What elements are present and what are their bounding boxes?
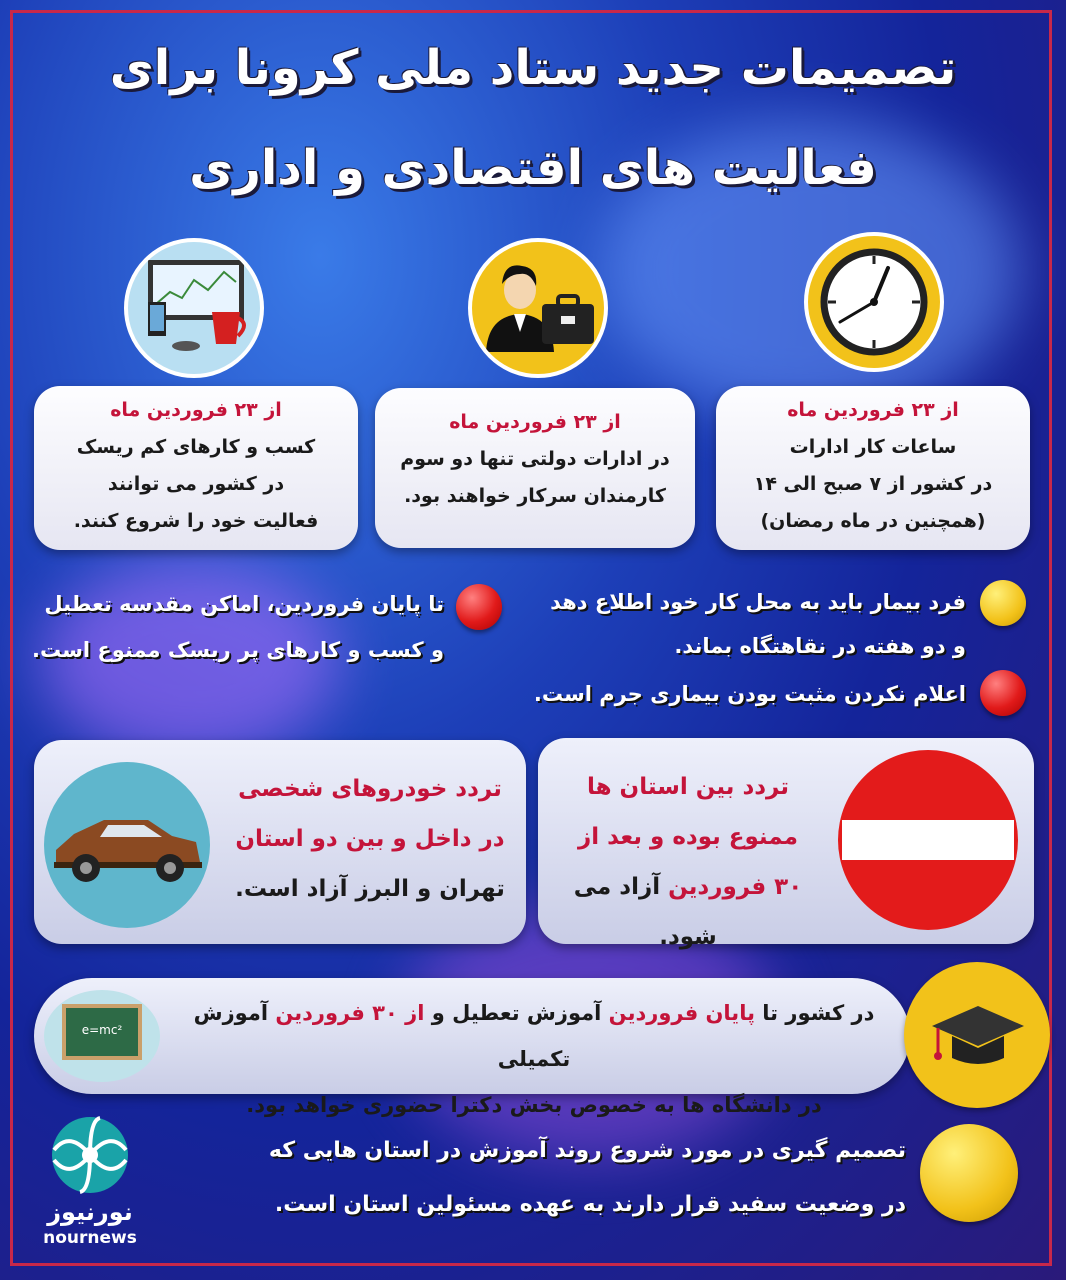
card-text: (همچنین در ماه رمضان) (760, 510, 986, 532)
chalkboard-icon (44, 990, 160, 1082)
travel-line-3-rest: آزاد می شود. (573, 874, 717, 950)
chalkboard-text: e=mc² (62, 1004, 142, 1060)
card-text: فعالیت خود را شروع کنند. (73, 510, 319, 532)
title-line-1: تصمیمات جدید ستاد ملی کرونا برای (109, 40, 957, 96)
card-text: کسب و کارهای کم ریسک (76, 436, 316, 458)
nournews-logo-icon (40, 1110, 140, 1200)
red-bullet (456, 584, 502, 630)
card-text: کارمندان سرکار خواهند بود. (404, 485, 666, 507)
education-red-2: از ۳۰ فروردین (275, 1001, 425, 1025)
note-sick-line-2: و دو هفته در نقاهتگاه بماند. (674, 634, 966, 658)
card-text: در کشور از ۷ صبح الی ۱۴ (753, 473, 993, 495)
note-sick-line-1: فرد بیمار باید به محل کار خود اطلاع دهد (550, 590, 966, 614)
education-text (166, 990, 902, 1128)
card-date: از ۲۳ فروردین ماه (449, 411, 621, 433)
red-bullet (980, 670, 1026, 716)
businessman-icon (468, 238, 608, 378)
final-line-1: تصمیم گیری در مورد شروع روند آموزش در استان هایی که (268, 1138, 906, 1163)
card-low-risk-business (34, 386, 358, 550)
graduation-cap-icon (904, 962, 1050, 1108)
travel-line-1: تردد بین استان ها (586, 774, 790, 800)
note-crime: اعلام نکردن مثبت بودن بیماری جرم است. (533, 682, 966, 706)
travel-text (550, 762, 826, 962)
travel-line-2: ممنوع بوده و بعد از (578, 824, 798, 850)
note-holy-places-line-1: تا پایان فروردین، اماکن مقدسه تعطیل (44, 592, 444, 616)
education-line-1 (166, 990, 902, 1082)
note-holy-places-line-2: و کسب و کارهای پر ریسک ممنوع است. (32, 638, 444, 662)
cars-line-2: در داخل و بین دو استان (235, 826, 505, 852)
card-text: ساعات کار ادارات (789, 436, 957, 458)
yellow-bullet (920, 1124, 1018, 1222)
card-text: در ادارات دولتی تنها دو سوم (400, 448, 670, 470)
education-line-2: در دانشگاه ها به خصوص بخش دکترا حضوری خواهد بود. (246, 1093, 822, 1117)
car-icon (44, 762, 210, 928)
card-date: از ۲۳ فروردین ماه (787, 399, 959, 421)
logo-latin: nournews (43, 1228, 137, 1248)
travel-line-3 (550, 862, 826, 962)
card-date: از ۲۳ فروردین ماه (110, 399, 282, 421)
education-part-2: آموزش تعطیل و (424, 1001, 609, 1025)
card-working-hours (716, 386, 1030, 550)
education-part-1: در کشور تا (754, 1001, 875, 1025)
cars-line-1: تردد خودروهای شخصی (238, 776, 502, 802)
logo-persian: نورنیوز (47, 1198, 133, 1226)
clock-icon (804, 232, 944, 372)
cars-line-3: تهران و البرز آزاد است. (235, 876, 505, 902)
no-entry-icon (830, 750, 1026, 930)
desk-icon (124, 238, 264, 378)
final-line-2: در وضعیت سفید قرار دارند به عهده مسئولین استان است. (274, 1192, 906, 1217)
education-part-3: آموزش تکمیلی (193, 1001, 571, 1071)
title-line-2: فعالیت های اقتصادی و اداری (189, 140, 877, 196)
card-text: در کشور می توانند (107, 473, 285, 495)
travel-date: ۳۰ فروردین (668, 874, 803, 900)
card-government-offices (375, 388, 695, 548)
yellow-bullet (980, 580, 1026, 626)
education-red-1: پایان فروردین (608, 1001, 755, 1025)
cars-text (222, 764, 518, 914)
